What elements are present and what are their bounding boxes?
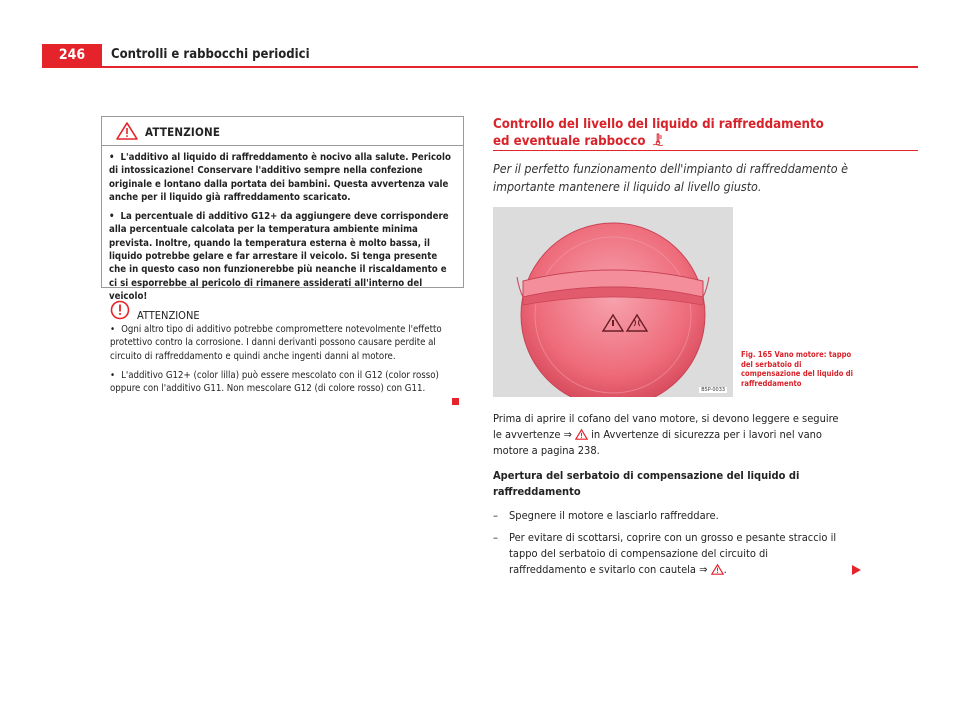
subheading: Apertura del serbatoio di compensazione del liquido di raffreddamento	[493, 469, 800, 498]
coolant-icon	[652, 133, 664, 146]
figure-caption: Fig. 165 Vano motore: tappo del serbatoio di compensazione del liquido di raffreddamento	[741, 350, 854, 388]
step-item: – Per evitare di scottarsi, coprire con un grosso e pesante straccio il tappo del serbatoio di compensazione del circuito di raffreddamento e svitarlo con cautela ⇒ .	[493, 531, 837, 576]
exclamation-circle-icon	[110, 300, 130, 320]
next-arrow-icon[interactable]	[852, 565, 861, 575]
note-item: • Ogni altro tipo di additivo potrebbe compromettere notevolmente l'effetto protettivo contro la corrosione. I danni derivanti possono causare perdite al circuito di raffreddamento e quindi anche ingenti danni al motore.	[110, 324, 442, 362]
warning-triangle-icon	[116, 122, 138, 140]
section-rule	[493, 150, 918, 151]
figure-coolant-cap	[493, 207, 733, 397]
section-intro: Per il perfetto funzionamento dell'impianto di raffreddamento è importante mantenere il liquido al livello giusto.	[493, 161, 848, 194]
paragraph-prerequisite: Prima di aprire il cofano del vano motore, si devono leggere e seguire le avvertenze ⇒ in Avvertenze di sicurezza per i lavori nel vano motore a pagina 238.	[493, 412, 839, 457]
running-header: Controlli e rabbocchi periodici	[111, 47, 310, 62]
end-square-icon	[452, 398, 459, 405]
section-title: Controllo del livello del liquido di raffreddamento ed eventuale rabbocco	[493, 117, 824, 149]
coolant-cap-illustration	[493, 207, 733, 397]
warning-triangle-icon	[711, 564, 724, 575]
note-item: • L'additivo G12+ (color lilla) può essere mescolato con il G12 (color rosso) oppure con l'additivo G11. Non mescolare G12 (di colore rosso) con G11.	[110, 369, 439, 395]
figure-code: B5P-0033	[701, 387, 725, 393]
header-rule	[42, 66, 918, 68]
note-body	[110, 323, 465, 401]
page-number: 246	[42, 44, 102, 66]
note-title: ATTENZIONE	[137, 309, 200, 322]
warning-item: • L'additivo al liquido di raffreddamento è nocivo alla salute. Pericolo di intossicazione! Conservare l'additivo sempre nella confezione originale e lontano dalla portata dei bambini. Questa avvertenza vale anche per il liquido già raffreddamento scaricato.	[109, 152, 451, 203]
warning-box	[101, 116, 464, 302]
warning-box-body	[102, 146, 463, 303]
warning-box-header	[102, 117, 463, 146]
warning-box-title: ATTENZIONE	[145, 125, 221, 139]
warning-triangle-icon	[575, 429, 588, 440]
warning-item: • La percentuale di additivo G12+ da aggiungere deve corrispondere alla percentuale calcolata per la temperatura ambiente minima prevista. Inoltre, quando la temperatura esterna è molto bassa, il liquido potrebbe gelare e far arrestare il veicolo. Si tenga presente che in questo caso non funzionerebbe più neanche il riscaldamento e ci si esporrebbe al pericolo di rimanere assiderati all'interno del veicolo!	[109, 211, 449, 302]
step-item: – Spegnere il motore e lasciarlo raffreddare.	[493, 509, 719, 522]
